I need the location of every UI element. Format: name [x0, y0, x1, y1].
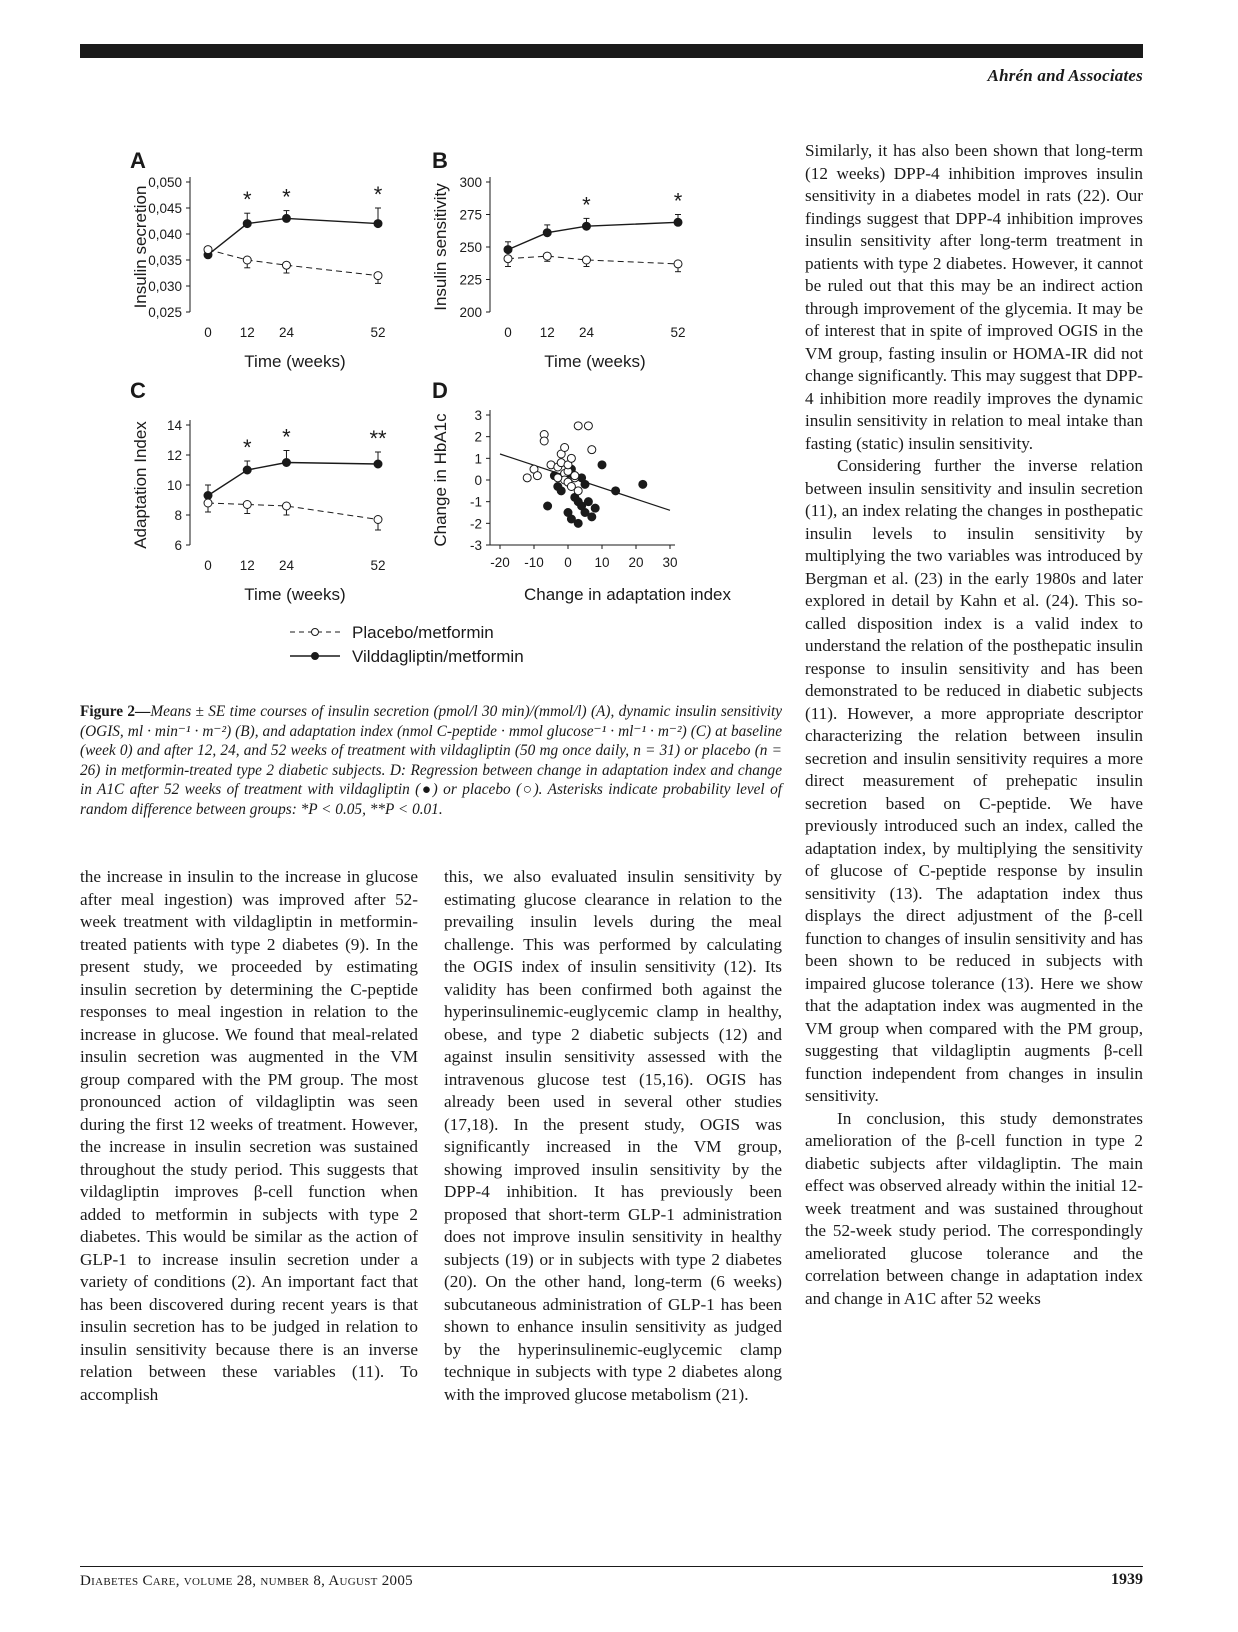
scatter-point-vildagliptin [581, 480, 589, 488]
panel-letter: D [432, 378, 448, 403]
scatter-point-placebo [523, 474, 531, 482]
y-axis-label: Insulin sensitivity [431, 183, 450, 311]
significance-marker: ** [369, 426, 387, 451]
significance-marker: * [373, 182, 383, 207]
body-column-3 [805, 140, 1143, 1310]
caption-text: Means ± SE time courses of insulin secretion (pmol/l 30 min)/(mmol/l) (A), dynamic insulin sensitivity (OGIS, ml · min⁻¹ · m⁻²) (B), and adaptation index (nmol C-peptide · mmol glucose⁻¹ · ml⁻¹ · m⁻²) (C) at baseline (week 0) and after 12, 24, and 52 weeks of treatment with vildagliptin (50 mg once daily, n = 31) or placebo (n = 26) in metformin-treated type 2 diabetic subjects. D: Regression between change in adaptation index and change in A1C after 52 weeks of treatment with vildagliptin (●) or placebo (○). Asterisks indicate probability level of random difference between groups: *P < 0.05, **P < 0.01. [80, 703, 782, 818]
x-tick-label: 30 [662, 555, 678, 570]
scatter-point-placebo [584, 422, 592, 430]
x-tick-label: 10 [594, 555, 610, 570]
y-tick-label: 0,040 [148, 227, 182, 242]
x-tick-label: 20 [628, 555, 644, 570]
y-tick-label: 200 [459, 305, 482, 320]
data-point-placebo [374, 272, 382, 280]
scatter-point-vildagliptin [557, 487, 565, 495]
y-tick-label: 0,045 [148, 201, 182, 216]
x-tick-label: 24 [278, 325, 294, 340]
page-number: 1939 [1111, 1571, 1143, 1588]
x-axis-label: Change in adaptation index [524, 585, 731, 604]
figure-2 [120, 140, 740, 700]
x-tick-label: 12 [539, 325, 555, 340]
scatter-point-placebo [588, 446, 596, 454]
header-rule [80, 44, 1143, 58]
y-tick-label: 0,030 [148, 279, 182, 294]
y-tick-label: 0,050 [148, 175, 182, 190]
running-head: Ahrén and Associates [987, 66, 1143, 85]
data-point-vildagliptin [543, 229, 551, 237]
paragraph: this, we also evaluated insulin sensitivity by estimating glucose clearance in relation to the prevailing insulin levels during the meal challenge. This was performed by calculating the OGIS index of insulin sensitivity (12). Its validity has been confirmed both against the hyperinsulinemic-euglycemic clamp in healthy, obese, and type 2 diabetic subjects (12) and against insulin sensitivity assessed with the intravenous glucose test (15,16). OGIS has already been used in several other studies (17,18). In the present study, OGIS was significantly increased in the VM group, showing improved insulin sensitivity by the DPP-4 inhibition. It has previously been proposed that short-term GLP-1 administration does not improve insulin sensitivity in healthy subjects (19) or in subjects with type 2 diabetes (20). On the other hand, long-term (6 weeks) subcutaneous administration of GLP-1 has been shown to enhance insulin sensitivity as judged by the hyperinsulinemic-euglycemic clamp technique in subjects with type 2 diabetes along with the improved glucose metabolism (21). [444, 867, 782, 1404]
scatter-point-placebo [533, 472, 541, 480]
x-tick-label: -10 [524, 555, 544, 570]
panel-c [130, 378, 387, 604]
paragraph: Considering further the inverse relation between insulin sensitivity and insulin secretion (11), an index relating the changes in posthepatic insulin levels to insulin sensitivity by multiplying the two variables was introduced by Bergman et al. (23) in the early 1980s and later explored in detail by Kahn et al. (24). This so-called disposition index is a valid index to understand the relation of the posthepatic insulin response to insulin sensitivity and has been demonstrated to be reduced in diabetic subjects (11). However, a more appropriate descriptor characterizing the relation between insulin secretion and insulin sensitivity requires a more direct measurement of prehepatic insulin secretion based on C-peptide. We have previously introduced such an index, called the adaptation index, by multiplying the sensitivity of glucose of C-peptide response by insulin sensitivity (13). The adaptation index thus displays the direct adjustment of the β-cell function to changes of insulin sensitivity and has been shown to be reduced in subjects with impaired glucose tolerance (13). Here we show that the adaptation index was augmented in the VM group when compared with the PM group, suggesting that vildagliptin augments β-cell function independent from changes in insulin sensitivity. [805, 456, 1143, 1105]
data-point-placebo [674, 260, 682, 268]
x-tick-label: 0 [564, 555, 572, 570]
scatter-point-placebo [571, 472, 579, 480]
scatter-point-vildagliptin [544, 502, 552, 510]
x-axis-label: Time (weeks) [244, 585, 346, 604]
data-point-placebo [204, 246, 212, 254]
data-point-placebo [243, 256, 251, 264]
body-column-2 [444, 866, 782, 1406]
y-tick-label: 0,035 [148, 253, 182, 268]
significance-marker: * [282, 424, 291, 450]
significance-marker: * [242, 435, 252, 460]
x-tick-label: 52 [370, 558, 386, 573]
x-tick-label: 0 [204, 325, 212, 340]
x-tick-label: 0 [504, 325, 512, 340]
legend-label-vildagliptin: Vilddagliptin/metformin [352, 647, 524, 666]
significance-marker: * [242, 187, 252, 213]
series-line [208, 218, 378, 254]
x-tick-label: 24 [278, 558, 294, 573]
scatter-point-placebo [561, 444, 569, 452]
footer-rule [80, 1566, 1143, 1567]
y-tick-label: 275 [459, 207, 482, 223]
y-tick-label: 10 [166, 478, 182, 493]
x-axis-label: Time (weeks) [244, 352, 346, 371]
x-tick-label: 52 [370, 325, 386, 340]
paragraph: In conclusion, this study demonstrates amelioration of the β-cell function in type 2 diabetic subjects after vildagliptin. The main effect was observed already within the initial 12-week treatment and was sustained throughout the 52-week study period. The correspondingly ameliorated glucose tolerance and the correlation between change in adaptation index and change in A1C after 52 weeks [805, 1108, 1143, 1308]
y-tick-label: 300 [459, 175, 482, 190]
y-tick-label: 2 [474, 429, 482, 445]
journal-citation: Diabetes Care, volume 28, number 8, August 2005 [80, 1573, 413, 1589]
series-line [208, 503, 378, 520]
y-tick-label: 1 [474, 451, 482, 467]
data-point-placebo [204, 499, 212, 507]
data-point-vildagliptin [282, 459, 290, 467]
series-line [208, 463, 378, 496]
figure-2-svg [120, 140, 740, 700]
y-tick-label: 8 [174, 508, 182, 523]
y-tick-label: -1 [469, 494, 482, 510]
paragraph: Similarly, it has also been shown that long-term (12 weeks) DPP-4 inhibition improves insulin sensitivity in a diabetes model in rats (22). Our findings suggest that DPP-4 inhibition improves insulin sensitivity after long-term treatment in patients with type 2 diabetes. However, it cannot be ruled out that this may be an indirect action through improvement of the glycemia. It may be of interest that in spite of improved OGIS in the VM group, fasting insulin or HOMA-IR did not change significantly. This may suggest that DPP-4 inhibition more readily improves the dynamic insulin sensitivity in relation to meal intake than fasting (static) insulin sensitivity. [805, 141, 1143, 453]
caption-label: Figure 2— [80, 703, 151, 720]
data-point-placebo [374, 516, 382, 524]
y-axis-label: Change in HbA1c [431, 413, 450, 547]
y-tick-label: 0,025 [148, 305, 182, 320]
data-point-vildagliptin [374, 460, 382, 468]
data-point-placebo [282, 502, 290, 510]
panel-b [431, 148, 686, 371]
series-line [508, 222, 678, 249]
y-tick-label: 6 [174, 538, 182, 553]
legend-marker-placebo [312, 629, 319, 636]
scatter-point-vildagliptin [584, 498, 592, 506]
significance-marker: * [582, 192, 591, 218]
y-tick-label: 250 [459, 240, 482, 255]
data-point-vildagliptin [582, 222, 590, 230]
data-point-vildagliptin [243, 220, 251, 228]
panel-d [431, 378, 731, 604]
significance-marker: * [673, 188, 683, 214]
significance-marker: * [282, 184, 291, 210]
paragraph: the increase in insulin to the increase in glucose after meal ingestion) was improved after 52-week treatment with vildagliptin in metformin-treated patients with type 2 diabetes (9). In the present study, we proceeded by estimating insulin secretion by determining the C-peptide responses to meal ingestion in relation to the increase in glucose. We found that meal-related insulin secretion was augmented in the VM group compared with the PM group. The most pronounced action of vildagliptin was seen during the first 12 weeks of treatment. However, the increase in insulin secretion was sustained throughout the study period. This suggests that vildagliptin improves β-cell function when added to metformin in subjects with type 2 diabetes. This would be similar as the action of GLP-1 to increase insulin secretion under a variety of conditions (2). An important fact that has been discovered during recent years is that insulin secretion has to be judged in relation to insulin sensitivity because there is an inverse relation between these variables (11). To accomplish [80, 867, 418, 1404]
y-tick-label: 0 [474, 473, 482, 488]
data-point-vildagliptin [674, 218, 682, 226]
x-tick-label: 24 [578, 325, 594, 340]
legend-label-placebo: Placebo/metformin [352, 623, 494, 642]
y-axis-label: Insulin secretion [131, 185, 150, 309]
data-point-vildagliptin [204, 492, 212, 500]
x-tick-label: 0 [204, 558, 212, 573]
scatter-point-vildagliptin [588, 513, 596, 521]
y-tick-label: 12 [166, 448, 182, 463]
x-tick-label: -20 [490, 555, 510, 570]
data-point-placebo [243, 501, 251, 509]
legend [290, 623, 524, 666]
data-point-vildagliptin [243, 466, 251, 474]
y-tick-label: 225 [459, 272, 482, 288]
scatter-point-placebo [567, 454, 575, 462]
panel-letter: C [130, 378, 146, 403]
data-point-placebo [543, 252, 551, 260]
figure-caption [80, 702, 782, 819]
legend-marker-vildagliptin [312, 653, 319, 660]
series-line [508, 256, 678, 264]
scatter-point-vildagliptin [567, 515, 575, 523]
panel-a [130, 148, 386, 371]
panel-letter: B [432, 148, 448, 173]
x-tick-label: 12 [239, 325, 255, 340]
data-point-vildagliptin [504, 246, 512, 254]
scatter-point-vildagliptin [591, 504, 599, 512]
y-axis-label: Adaptation Index [131, 421, 150, 549]
scatter-point-vildagliptin [598, 461, 606, 469]
y-tick-label: 3 [474, 408, 482, 423]
x-tick-label: 12 [239, 558, 255, 573]
scatter-point-placebo [574, 422, 582, 430]
data-point-placebo [282, 261, 290, 269]
scatter-point-placebo [540, 437, 548, 445]
body-column-1 [80, 866, 418, 1406]
x-axis-label: Time (weeks) [544, 352, 646, 371]
series-line [208, 250, 378, 276]
scatter-point-placebo [554, 474, 562, 482]
x-tick-label: 52 [670, 325, 686, 340]
scatter-point-vildagliptin [612, 487, 620, 495]
y-tick-label: 14 [166, 418, 182, 433]
data-point-placebo [504, 255, 512, 263]
data-point-vildagliptin [374, 220, 382, 228]
data-point-placebo [582, 256, 590, 264]
scatter-point-placebo [574, 487, 582, 495]
data-point-vildagliptin [282, 214, 290, 222]
scatter-point-vildagliptin [639, 480, 647, 488]
y-tick-label: -3 [469, 538, 482, 553]
panel-letter: A [130, 148, 146, 173]
y-tick-label: -2 [469, 516, 482, 532]
